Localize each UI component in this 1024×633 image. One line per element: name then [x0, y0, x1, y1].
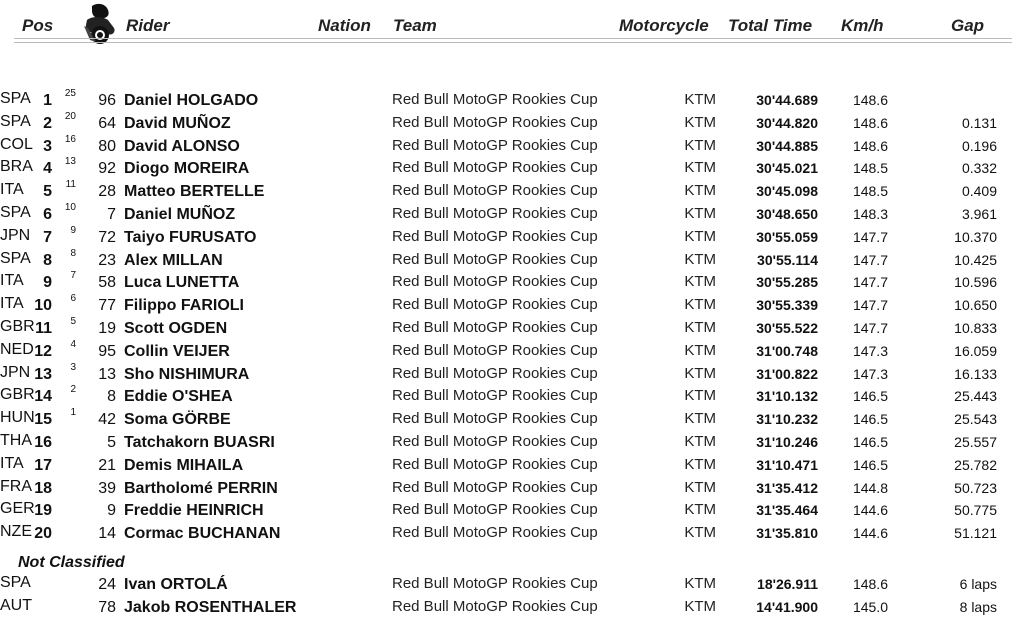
- cell-gap: 0.196: [961, 137, 997, 154]
- cell-pts: 6: [70, 293, 76, 305]
- cell-time: 31'10.232: [756, 411, 818, 428]
- cell-num: 19: [98, 319, 116, 337]
- cell-rider: Taiyo FURUSATO: [124, 228, 257, 246]
- cell-rider: David ALONSO: [124, 137, 240, 155]
- cell-moto: KTM: [684, 432, 716, 450]
- cell-moto: KTM: [684, 575, 716, 592]
- cell-gap: 0.332: [961, 160, 997, 177]
- cell-team: Red Bull MotoGP Rookies Cup: [392, 159, 598, 177]
- cell-team: Red Bull MotoGP Rookies Cup: [392, 410, 598, 428]
- cell-pos: 19: [34, 502, 52, 520]
- cell-kmh: 146.5: [852, 388, 888, 405]
- cell-team: Red Bull MotoGP Rookies Cup: [392, 597, 598, 615]
- cell-team: Red Bull MotoGP Rookies Cup: [392, 524, 598, 542]
- cell-num: 92: [98, 160, 116, 178]
- cell-team: Red Bull MotoGP Rookies Cup: [392, 273, 598, 291]
- cell-num: 42: [98, 411, 116, 429]
- cell-num: 23: [98, 251, 116, 269]
- cell-rider: Freddie HEINRICH: [124, 502, 264, 520]
- cell-rider: Ivan ORTOLÁ: [124, 576, 228, 593]
- table-row: [0, 597, 1024, 620]
- cell-time: 14'41.900: [756, 598, 818, 615]
- cell-num: 14: [98, 525, 116, 543]
- cell-rider: Soma GÖRBE: [124, 411, 231, 429]
- table-row: [0, 409, 1024, 432]
- cell-gap: 10.650: [954, 297, 997, 314]
- cell-nation: SPA: [0, 112, 31, 130]
- cell-num: 95: [98, 342, 116, 360]
- cell-kmh: 147.3: [852, 342, 888, 359]
- table-row: [0, 574, 1024, 597]
- cell-pos: 11: [35, 319, 52, 337]
- cell-nation: JPN: [0, 363, 31, 381]
- table-row: [0, 315, 1024, 341]
- table-row: [0, 523, 1024, 546]
- cell-pts: 2: [70, 384, 76, 396]
- cell-nation: GBR: [0, 386, 35, 404]
- table-row: [0, 158, 1024, 181]
- cell-pos: 8: [43, 251, 52, 269]
- cell-pos: 14: [34, 388, 52, 406]
- cell-rider: Cormac BUCHANAN: [124, 525, 281, 543]
- cell-time: 30'44.885: [756, 137, 818, 154]
- cell-num: 7: [107, 205, 116, 223]
- cell-pos: 9: [43, 274, 52, 292]
- cell-num: 72: [98, 228, 116, 246]
- cell-nation: GBR: [0, 317, 35, 335]
- cell-rider: Luca LUNETTA: [124, 274, 240, 292]
- cell-team: Red Bull MotoGP Rookies Cup: [392, 341, 598, 359]
- cell-pos: 10: [34, 297, 52, 315]
- cell-gap: 25.782: [954, 456, 997, 473]
- cell-moto: KTM: [684, 204, 716, 222]
- cell-time: 30'55.059: [756, 228, 818, 245]
- cell-pts: 13: [64, 156, 76, 168]
- cell-team: Red Bull MotoGP Rookies Cup: [392, 296, 598, 314]
- cell-gap: 16.133: [954, 365, 997, 382]
- motorcycle-rider-icon: [78, 2, 122, 46]
- cell-team: Red Bull MotoGP Rookies Cup: [392, 91, 598, 108]
- cell-pts: 25: [64, 88, 76, 99]
- table-row: [0, 386, 1024, 409]
- cell-nation: ITA: [0, 181, 24, 199]
- cell-nation: SPA: [0, 574, 31, 591]
- cell-team: Red Bull MotoGP Rookies Cup: [392, 455, 598, 473]
- cell-rider: Bartholomé PERRIN: [124, 479, 278, 497]
- cell-kmh: 147.7: [852, 319, 888, 336]
- cell-nation: FRA: [0, 477, 32, 495]
- cell-time: 30'45.098: [756, 183, 818, 200]
- table-row: [0, 361, 1024, 387]
- cell-nation: ITA: [0, 272, 24, 290]
- cell-gap: 16.059: [954, 342, 997, 359]
- header-total-time: Total Time: [728, 16, 813, 35]
- not-classified-table: [0, 574, 1024, 620]
- cell-rider: Daniel HOLGADO: [124, 92, 259, 109]
- cell-gap: 6 laps: [959, 576, 997, 592]
- cell-pos: 15: [34, 411, 52, 429]
- cell-kmh: 147.7: [852, 251, 888, 268]
- header-gap: Gap: [951, 16, 985, 35]
- cell-nation: ITA: [0, 454, 24, 472]
- cell-team: Red Bull MotoGP Rookies Cup: [392, 575, 598, 592]
- cell-kmh: 148.3: [852, 205, 888, 222]
- cell-gap: 50.723: [954, 479, 997, 496]
- cell-num: 13: [98, 365, 116, 383]
- cell-moto: KTM: [684, 136, 716, 154]
- cell-time: 30'45.021: [756, 160, 818, 177]
- cell-pos: 12: [34, 342, 52, 360]
- cell-num: 5: [107, 433, 116, 451]
- cell-kmh: 144.6: [852, 502, 888, 519]
- cell-time: 31'35.464: [756, 502, 818, 519]
- cell-pts: 11: [65, 179, 76, 191]
- cell-moto: KTM: [684, 318, 716, 336]
- cell-pos: 2: [43, 114, 52, 132]
- cell-kmh: 144.8: [852, 479, 888, 496]
- cell-gap: 25.557: [954, 433, 997, 450]
- cell-team: Red Bull MotoGP Rookies Cup: [392, 136, 598, 154]
- cell-kmh: 148.5: [852, 160, 888, 177]
- cell-kmh: 148.6: [852, 576, 888, 592]
- cell-moto: KTM: [684, 364, 716, 382]
- cell-kmh: 145.0: [852, 598, 888, 615]
- cell-time: 30'55.522: [756, 319, 818, 336]
- results-table: [0, 90, 1024, 546]
- cell-rider: Matteo BERTELLE: [124, 183, 265, 201]
- header-kmh: Km/h: [841, 16, 884, 35]
- cell-team: Red Bull MotoGP Rookies Cup: [392, 227, 598, 245]
- header-rider: Rider: [126, 16, 170, 35]
- cell-time: 31'10.132: [756, 388, 818, 405]
- cell-pts: 7: [70, 270, 76, 282]
- cell-time: 31'10.471: [756, 456, 818, 473]
- cell-pos: 20: [34, 525, 52, 543]
- cell-nation: SPA: [0, 203, 31, 221]
- cell-pos: 4: [43, 160, 52, 178]
- cell-time: 30'55.285: [756, 274, 818, 291]
- not-classified-title: Not Classified: [18, 554, 125, 571]
- cell-rider: Scott OGDEN: [124, 319, 228, 337]
- cell-pos: 6: [43, 205, 52, 223]
- cell-rider: Sho NISHIMURA: [124, 365, 250, 383]
- cell-time: 30'44.820: [756, 114, 818, 131]
- table-row: [0, 133, 1024, 159]
- table-row: [0, 432, 1024, 455]
- cell-pts: 4: [70, 338, 76, 350]
- cell-pts: 1: [70, 407, 76, 419]
- table-row: [0, 338, 1024, 364]
- cell-num: 96: [98, 92, 116, 109]
- cell-team: Red Bull MotoGP Rookies Cup: [392, 501, 598, 519]
- cell-gap: 25.443: [954, 388, 997, 405]
- cell-nation: THA: [0, 431, 32, 449]
- cell-nation: BRA: [0, 158, 33, 176]
- table-row: [0, 500, 1024, 523]
- cell-pos: 7: [43, 228, 52, 246]
- cell-nation: NZE: [0, 523, 32, 541]
- cell-moto: KTM: [684, 250, 716, 268]
- cell-team: Red Bull MotoGP Rookies Cup: [392, 432, 598, 450]
- cell-rider: David MUÑOZ: [124, 114, 231, 132]
- cell-rider: Demis MIHAILA: [124, 456, 244, 474]
- cell-num: 28: [98, 183, 116, 201]
- cell-rider: Jakob ROSENTHALER: [124, 598, 297, 616]
- cell-kmh: 148.5: [852, 183, 888, 200]
- cell-pts: 8: [70, 247, 76, 259]
- cell-nation: SPA: [0, 249, 31, 267]
- header-rule-top: [14, 38, 1012, 39]
- cell-moto: KTM: [684, 478, 716, 496]
- header-motorcycle: Motorcycle: [619, 16, 709, 35]
- cell-pos: 18: [34, 479, 52, 497]
- cell-pts: 5: [70, 315, 76, 327]
- cell-num: 64: [98, 114, 116, 132]
- header-team: Team: [393, 16, 437, 35]
- cell-kmh: 147.7: [852, 274, 888, 291]
- cell-nation: NED: [0, 340, 34, 358]
- cell-num: 80: [98, 137, 116, 155]
- cell-time: 30'55.114: [757, 251, 818, 268]
- table-row: [0, 90, 1024, 113]
- cell-team: Red Bull MotoGP Rookies Cup: [392, 250, 598, 268]
- cell-moto: KTM: [684, 296, 716, 314]
- cell-time: 30'55.339: [756, 297, 818, 314]
- cell-pos: 17: [34, 456, 52, 474]
- cell-kmh: 147.7: [852, 297, 888, 314]
- cell-moto: KTM: [684, 597, 716, 615]
- cell-pts: 9: [70, 224, 76, 236]
- cell-rider: Eddie O'SHEA: [124, 388, 233, 406]
- table-row: [0, 201, 1024, 227]
- cell-gap: 0.409: [961, 183, 997, 200]
- cell-gap: 10.596: [954, 274, 997, 291]
- cell-pts: 10: [64, 201, 76, 213]
- cell-pts: 3: [70, 361, 76, 373]
- cell-team: Red Bull MotoGP Rookies Cup: [392, 204, 598, 222]
- cell-nation: AUT: [0, 596, 32, 614]
- cell-kmh: 148.6: [852, 137, 888, 154]
- cell-gap: 10.833: [954, 319, 997, 336]
- cell-time: 31'00.748: [756, 342, 818, 359]
- header-nation: Nation: [318, 16, 371, 35]
- cell-nation: COL: [0, 135, 33, 153]
- cell-pos: 16: [34, 433, 52, 451]
- cell-rider: Tatchakorn BUASRI: [124, 433, 275, 451]
- cell-num: 9: [107, 502, 116, 520]
- cell-time: 30'48.650: [756, 205, 818, 222]
- cell-team: Red Bull MotoGP Rookies Cup: [392, 387, 598, 405]
- header-pos: Pos: [22, 16, 54, 35]
- cell-kmh: 146.5: [852, 411, 888, 428]
- cell-gap: 50.775: [954, 502, 997, 519]
- cell-pos: 3: [43, 137, 52, 155]
- cell-time: 31'00.822: [756, 365, 818, 382]
- table-row: [0, 295, 1024, 318]
- cell-rider: Diogo MOREIRA: [124, 160, 250, 178]
- cell-moto: KTM: [684, 524, 716, 542]
- cell-team: Red Bull MotoGP Rookies Cup: [392, 182, 598, 200]
- cell-num: 78: [98, 598, 116, 616]
- cell-team: Red Bull MotoGP Rookies Cup: [392, 318, 598, 336]
- table-row: [0, 247, 1024, 273]
- cell-moto: KTM: [684, 341, 716, 359]
- cell-kmh: 148.6: [852, 92, 888, 108]
- cell-time: 31'35.412: [756, 479, 818, 496]
- cell-gap: 51.121: [954, 525, 997, 542]
- cell-kmh: 147.7: [852, 228, 888, 245]
- cell-nation: HUN: [0, 409, 35, 427]
- cell-moto: KTM: [684, 410, 716, 428]
- cell-pos: 5: [43, 183, 52, 201]
- table-row: [0, 181, 1024, 204]
- cell-rider: Filippo FARIOLI: [124, 297, 244, 315]
- cell-team: Red Bull MotoGP Rookies Cup: [392, 478, 598, 496]
- cell-gap: 3.961: [961, 205, 997, 222]
- cell-kmh: 148.6: [852, 114, 888, 131]
- cell-num: 21: [98, 456, 116, 474]
- cell-moto: KTM: [684, 159, 716, 177]
- table-row: [0, 478, 1024, 501]
- cell-moto: KTM: [684, 91, 716, 108]
- cell-moto: KTM: [684, 387, 716, 405]
- cell-time: 31'35.810: [756, 525, 818, 542]
- cell-nation: ITA: [0, 295, 24, 313]
- cell-pts: 20: [64, 110, 76, 122]
- cell-rider: Daniel MUÑOZ: [124, 205, 236, 223]
- cell-gap: 8 laps: [959, 598, 997, 615]
- cell-moto: KTM: [684, 182, 716, 200]
- cell-kmh: 146.5: [852, 433, 888, 450]
- cell-time: 18'26.911: [757, 576, 818, 592]
- cell-pos: 13: [34, 365, 52, 383]
- table-row: [0, 272, 1024, 295]
- cell-gap: 10.370: [954, 228, 997, 245]
- cell-gap: 0.131: [961, 114, 997, 131]
- cell-kmh: 147.3: [852, 365, 888, 382]
- cell-nation: JPN: [0, 226, 31, 244]
- header-rule-bottom: [14, 42, 1012, 43]
- cell-gap: 10.425: [954, 251, 997, 268]
- cell-pos: 1: [43, 92, 52, 109]
- cell-num: 77: [98, 297, 116, 315]
- cell-moto: KTM: [684, 455, 716, 473]
- table-row: [0, 224, 1024, 250]
- cell-kmh: 144.6: [852, 525, 888, 542]
- cell-num: 58: [98, 274, 116, 292]
- cell-team: Red Bull MotoGP Rookies Cup: [392, 364, 598, 382]
- cell-num: 8: [107, 388, 116, 406]
- cell-nation: GER: [0, 500, 35, 518]
- cell-team: Red Bull MotoGP Rookies Cup: [392, 113, 598, 131]
- cell-num: 24: [98, 576, 116, 593]
- table-row: [0, 110, 1024, 136]
- cell-moto: KTM: [684, 501, 716, 519]
- cell-gap: 25.543: [954, 411, 997, 428]
- cell-rider: Collin VEIJER: [124, 342, 230, 360]
- cell-num: 39: [98, 479, 116, 497]
- cell-moto: KTM: [684, 227, 716, 245]
- cell-time: 31'10.246: [756, 433, 818, 450]
- cell-moto: KTM: [684, 113, 716, 131]
- cell-pts: 16: [64, 133, 76, 145]
- cell-nation: SPA: [0, 90, 31, 107]
- cell-rider: Alex MILLAN: [124, 251, 223, 269]
- cell-moto: KTM: [684, 273, 716, 291]
- cell-kmh: 146.5: [852, 456, 888, 473]
- cell-time: 30'44.689: [756, 92, 818, 108]
- table-row: [0, 455, 1024, 478]
